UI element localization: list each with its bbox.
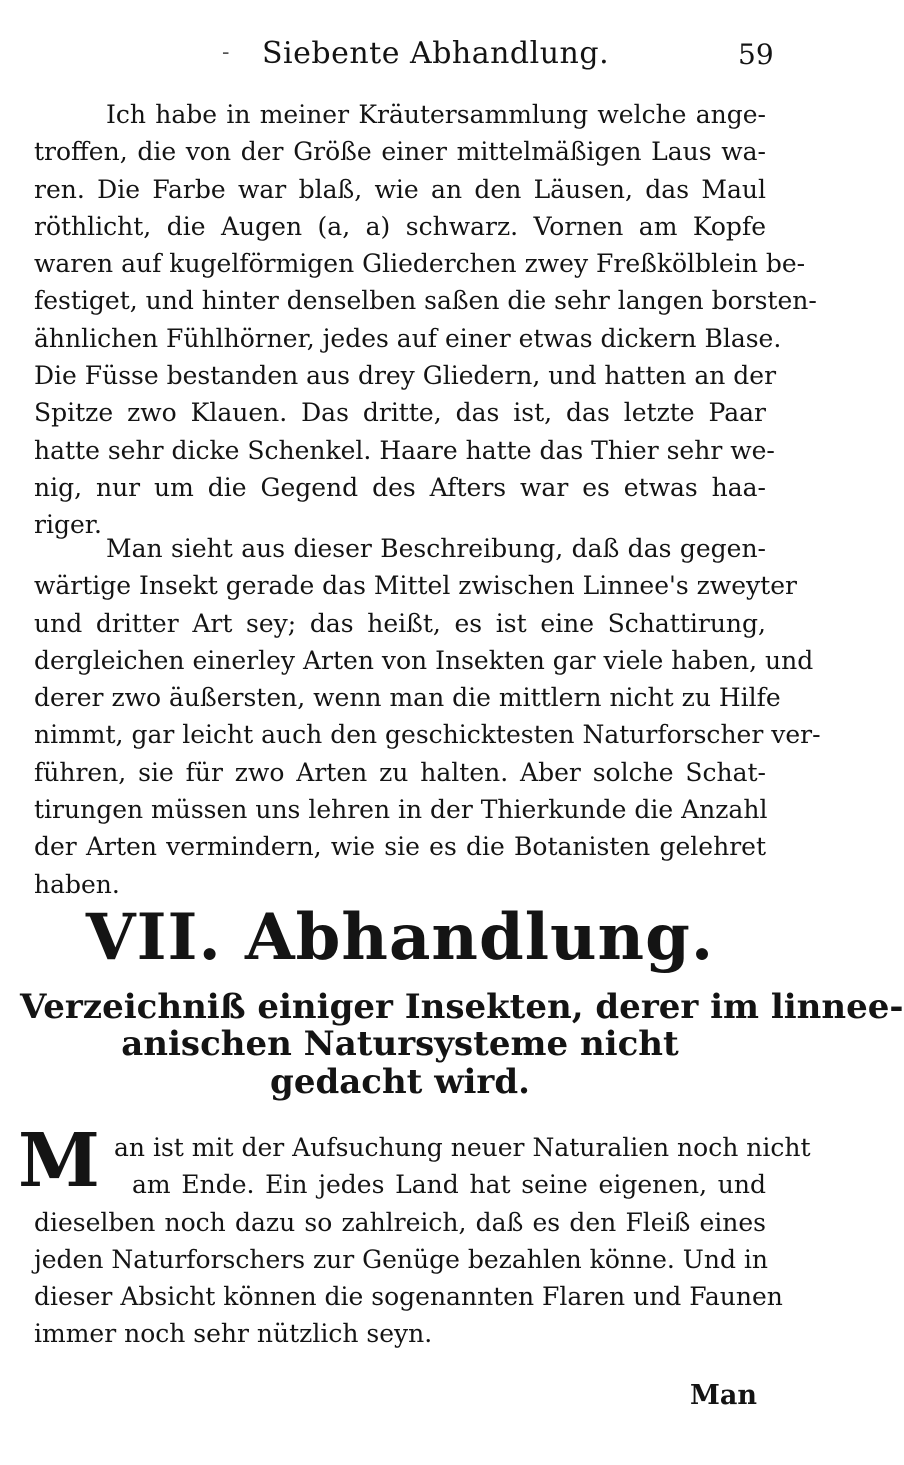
- text-line: röthlicht, die Augen (a, a) schwarz. Vornen am Kopfe: [34, 211, 766, 241]
- paragraph-2: [34, 530, 821, 903]
- text-line: riger.: [34, 510, 102, 540]
- text-line: hatte sehr dicke Schenkel. Haare hatte das Thier sehr we-: [34, 435, 775, 465]
- text-line: Die Füsse bestanden aus drey Gliedern, und hatten an der: [34, 361, 777, 391]
- text-line: troffen, die von der Größe einer mittelmäßigen Laus wa-: [34, 137, 766, 167]
- text-line: haben.: [34, 869, 120, 899]
- text-line: nimmt, gar leicht auch den geschicktesten Naturforscher ver-: [34, 720, 821, 750]
- text-line: an ist mit der Aufsuchung neuer Naturalien noch nicht: [114, 1133, 811, 1162]
- text-line: jeden Naturforschers zur Genüge bezahlen könne. Und in: [34, 1244, 768, 1274]
- text-line: ähnlichen Fühlhörner, jedes auf einer etwas dickern Blase.: [34, 323, 782, 353]
- text-line: führen, sie für zwo Arten zu halten. Aber solche Schat-: [34, 757, 766, 787]
- text-line: derer zwo äußersten, wenn man die mittlern nicht zu Hilfe: [34, 683, 781, 713]
- text-line: ren. Die Farbe war blaß, wie an den Läusen, das Maul: [34, 174, 766, 204]
- text-line: festiget, und hinter denselben saßen die sehr langen borsten-: [34, 286, 817, 316]
- text-line: und dritter Art sey; das heißt, es ist eine Schattirung,: [34, 608, 766, 638]
- text-line: Spitze zwo Klauen. Das dritte, das ist, das letzte Paar: [34, 398, 766, 428]
- subtitle-line: Verzeichniß einiger Insekten, derer im linnee-: [20, 987, 904, 1027]
- section-subtitle: [20, 986, 904, 1102]
- text-line: tirungen müssen uns lehren in der Thierkunde die Anzahl: [34, 795, 768, 825]
- paragraph-3: [34, 1129, 811, 1353]
- paragraph-1: [34, 96, 817, 544]
- subtitle-line: gedacht wird.: [270, 1061, 530, 1102]
- page-number: 59: [738, 38, 774, 71]
- text-line: Ich habe in meiner Kräutersammlung welche ange-: [106, 100, 766, 129]
- text-line: dieselben noch dazu so zahlreich, daß es den Fleiß eines: [34, 1207, 766, 1237]
- text-line: wärtige Insekt gerade das Mittel zwischen Linnee's zweyter: [34, 571, 797, 601]
- text-line: Man sieht aus dieser Beschreibung, daß das gegen-: [106, 534, 766, 563]
- section-heading: VII. Abhandlung.: [85, 900, 715, 975]
- catchword: Man: [690, 1380, 758, 1411]
- text-line: nig, nur um die Gegend des Afters war es etwas haa-: [34, 472, 766, 502]
- text-line: dieser Absicht können die sogenannten Flaren und Faunen: [34, 1282, 783, 1312]
- text-line: am Ende. Ein jedes Land hat seine eigenen, und: [132, 1170, 766, 1200]
- subtitle-line: anischen Natursysteme nicht: [121, 1024, 679, 1065]
- running-title: Siebente Abhandlung.: [262, 36, 610, 71]
- text-line: waren auf kugelförmigen Gliederchen zwey Freßkölblein be-: [34, 249, 806, 279]
- header-mark: -: [222, 40, 230, 65]
- text-line: dergleichen einerley Arten von Insekten gar viele haben, und: [34, 645, 814, 675]
- text-line: immer noch sehr nützlich seyn.: [34, 1319, 433, 1349]
- text-line: der Arten vermindern, wie sie es die Botanisten gelehret: [34, 832, 766, 862]
- drop-cap: M: [18, 1118, 100, 1204]
